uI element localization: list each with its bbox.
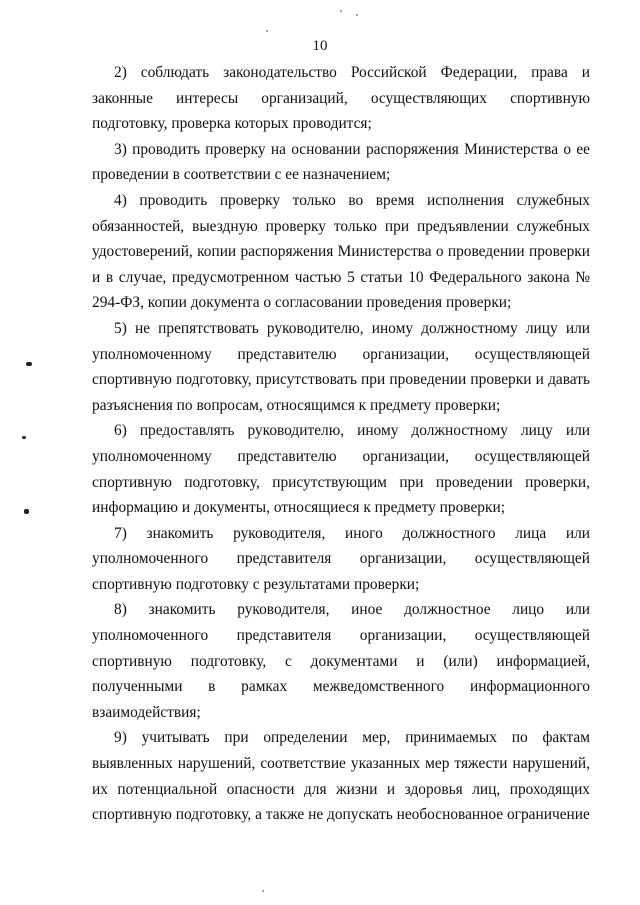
scan-speck [262, 890, 264, 892]
paragraph-item-6: 6) предоставлять руководителю, иному должностному лицу или уполномоченному представителю организации, осуществляющей спортивную подготовку, присутствующим при проведении проверки, информацию и документы, относящиеся к предмету проверки; [92, 422, 590, 517]
paragraph-item-9: 9) учитывать при определении мер, принимаемых по фактам выявленных нарушений, соответствие указанных мер тяжести нарушений, их потенциальной опасности для жизни и здоровья лиц, проходящих спортивную подготовку, а также не допускать необоснованное ограничение [92, 729, 590, 824]
scan-speck [26, 362, 32, 366]
scan-speck [340, 10, 342, 12]
scan-speck [356, 14, 358, 16]
paragraph-item-3: 3) проводить проверку на основании распоряжения Министерства о ее проведении в соответствии с ее назначением; [92, 140, 590, 184]
paragraph-item-4: 4) проводить проверку только во время исполнения служебных обязанностей, выездную проверку только при предъявлении служебных удостоверений, копии распоряжения Министерства о проведении проверки и в случае, предусмотренном частью 5 статьи 10 Федерального закона № 294-ФЗ, копии документа о согласовании проведения проверки; [92, 191, 590, 312]
paragraph-item-5: 5) не препятствовать руководителю, иному должностному лицу или уполномоченному представителю организации, осуществляющей спортивную подготовку, присутствовать при проведении проверки и давать разъяснения по вопросам, относящимся к предмету проверки; [92, 319, 590, 414]
scan-speck [24, 509, 29, 514]
paragraph-item-2: 2) соблюдать законодательство Российской Федерации, права и законные интересы организаций, осуществляющих спортивную подготовку, проверка которых проводится; [92, 64, 590, 133]
document-body [92, 60, 590, 828]
paragraph-item-7: 7) знакомить руководителя, иного должностного лица или уполномоченного представителя организации, осуществляющей спортивную подготовку с результатами проверки; [92, 524, 590, 593]
scan-speck [22, 436, 26, 439]
page-number: 10 [312, 38, 328, 54]
scan-speck [266, 30, 268, 32]
paragraph-item-8: 8) знакомить руководителя, иное должностное лицо или уполномоченного представителя организации, осуществляющей спортивную подготовку, с документами и (или) информацией, полученными в рамках межведомственного информационного взаимодействия; [92, 601, 590, 721]
